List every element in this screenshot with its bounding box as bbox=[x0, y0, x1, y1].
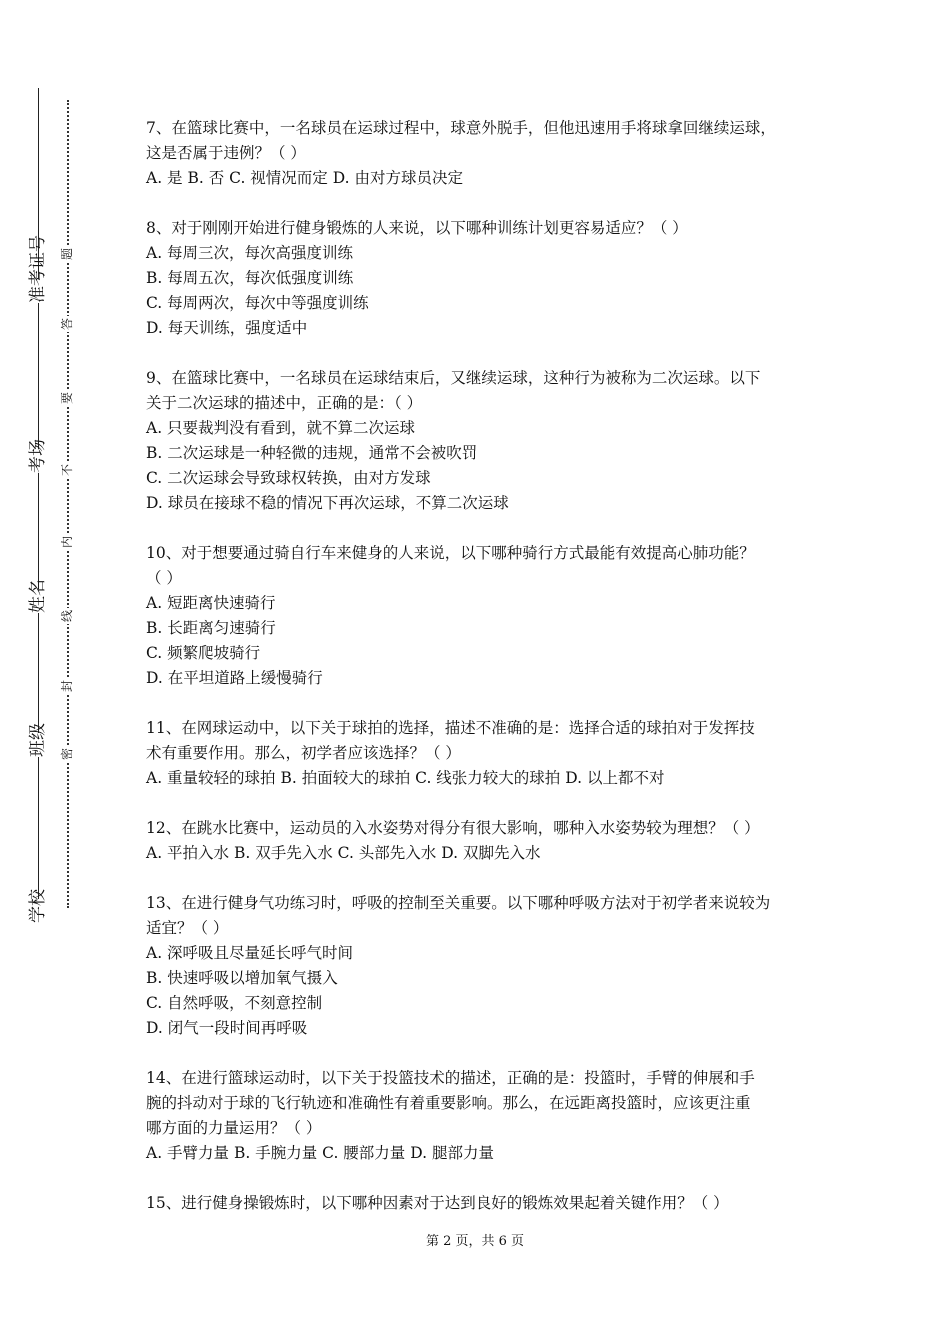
seal-dotted-line bbox=[67, 100, 69, 908]
option-b: B. 长距离匀速骑行 bbox=[146, 619, 276, 637]
question-stem: 这是否属于违例？（ ） bbox=[146, 144, 306, 162]
seal-char: 答 bbox=[60, 318, 74, 331]
option-b: B. 二次运球是一种轻微的违规，通常不会被吹罚 bbox=[146, 444, 478, 462]
field-class-label: 班级 bbox=[28, 723, 48, 757]
question-stem: 10、对于想要通过骑自行车来健身的人来说，以下哪种骑行方式最能有效提高心肺功能？ bbox=[146, 544, 755, 562]
question-stem: 术有重要作用。那么，初学者应该选择？（ ） bbox=[146, 744, 461, 762]
question-stem: 9、在篮球比赛中，一名球员在运球结束后，又继续运球，这种行为被称为二次运球。以下 bbox=[146, 369, 761, 387]
option-d: D. 球员在接球不稳的情况下再次运球，不算二次运球 bbox=[146, 494, 509, 512]
option-b: B. 快速呼吸以增加氧气摄入 bbox=[146, 969, 338, 987]
option-d: D. 每天训练，强度适中 bbox=[146, 319, 308, 337]
field-exam-room-label: 考场 bbox=[28, 439, 48, 473]
question-12 bbox=[146, 816, 826, 866]
question-15 bbox=[146, 1191, 826, 1216]
seal-char: 题 bbox=[60, 248, 74, 261]
field-school-label: 学校 bbox=[28, 889, 48, 923]
option-c: C. 每周两次，每次中等强度训练 bbox=[146, 294, 369, 312]
question-list bbox=[146, 116, 826, 1241]
option-c: C. 频繁爬坡骑行 bbox=[146, 644, 261, 662]
question-options: A. 是 B. 否 C. 视情况而定 D. 由对方球员决定 bbox=[146, 169, 463, 187]
question-stem: 15、进行健身操锻炼时，以下哪种因素对于达到良好的锻炼效果起着关键作用？（ ） bbox=[146, 1194, 729, 1212]
question-10 bbox=[146, 541, 826, 691]
question-14 bbox=[146, 1066, 826, 1166]
seal-char: 不 bbox=[60, 464, 74, 477]
seal-char: 要 bbox=[60, 392, 74, 405]
question-8 bbox=[146, 216, 826, 341]
seal-char: 密 bbox=[60, 748, 74, 761]
option-b: B. 每周五次，每次低强度训练 bbox=[146, 269, 354, 287]
question-7 bbox=[146, 116, 826, 191]
field-name-label: 姓名 bbox=[28, 579, 48, 613]
seal-char: 内 bbox=[60, 536, 74, 549]
option-a: A. 短距离快速骑行 bbox=[146, 594, 276, 612]
question-options: A. 手臂力量 B. 手腕力量 C. 腰部力量 D. 腿部力量 bbox=[146, 1144, 494, 1162]
question-options: A. 平拍入水 B. 双手先入水 C. 头部先入水 D. 双脚先入水 bbox=[146, 844, 541, 862]
question-stem: 关于二次运球的描述中，正确的是：（ ） bbox=[146, 394, 423, 412]
field-exam-id-label: 准考证号 bbox=[28, 235, 48, 303]
binding-line bbox=[38, 88, 39, 910]
question-13 bbox=[146, 891, 826, 1041]
question-stem: 适宜？（ ） bbox=[146, 919, 229, 937]
question-stem: 11、在网球运动中，以下关于球拍的选择，描述不准确的是：选择合适的球拍对于发挥技 bbox=[146, 719, 755, 737]
option-a: A. 每周三次，每次高强度训练 bbox=[146, 244, 354, 262]
option-a: A. 只要裁判没有看到，就不算二次运球 bbox=[146, 419, 416, 437]
question-11 bbox=[146, 716, 826, 791]
question-stem: 8、对于刚刚开始进行健身锻炼的人来说，以下哪种训练计划更容易适应？（ ） bbox=[146, 219, 688, 237]
option-c: C. 二次运球会导致球权转换，由对方发球 bbox=[146, 469, 431, 487]
question-stem: 14、在进行篮球运动时，以下关于投篮技术的描述，正确的是：投篮时，手臂的伸展和手 bbox=[146, 1069, 755, 1087]
question-options: A. 重量较轻的球拍 B. 拍面较大的球拍 C. 线张力较大的球拍 D. 以上都不对 bbox=[146, 769, 665, 787]
question-stem: （ ） bbox=[146, 569, 182, 587]
question-stem: 13、在进行健身气功练习时，呼吸的控制至关重要。以下哪种呼吸方法对于初学者来说较为 bbox=[146, 894, 771, 912]
page-number: 第 2 页，共 6 页 bbox=[425, 1234, 525, 1249]
option-c: C. 自然呼吸，不刻意控制 bbox=[146, 994, 323, 1012]
option-d: D. 闭气一段时间再呼吸 bbox=[146, 1019, 308, 1037]
question-stem: 7、在篮球比赛中，一名球员在运球过程中，球意外脱手，但他迅速用手将球拿回继续运球， bbox=[146, 119, 776, 137]
question-9 bbox=[146, 366, 826, 516]
question-stem: 腕的抖动对于球的飞行轨迹和准确性有着重要影响。那么，在远距离投篮时，应该更注重 bbox=[146, 1094, 751, 1112]
option-d: D. 在平坦道路上缓慢骑行 bbox=[146, 669, 323, 687]
question-stem: 哪方面的力量运用？（ ） bbox=[146, 1119, 322, 1137]
option-a: A. 深呼吸且尽量延长呼气时间 bbox=[146, 944, 354, 962]
question-stem: 12、在跳水比赛中，运动员的入水姿势对得分有很大影响，哪种入水姿势较为理想？（ ） bbox=[146, 819, 760, 837]
seal-char: 线 bbox=[60, 610, 74, 623]
seal-char: 封 bbox=[60, 680, 74, 693]
